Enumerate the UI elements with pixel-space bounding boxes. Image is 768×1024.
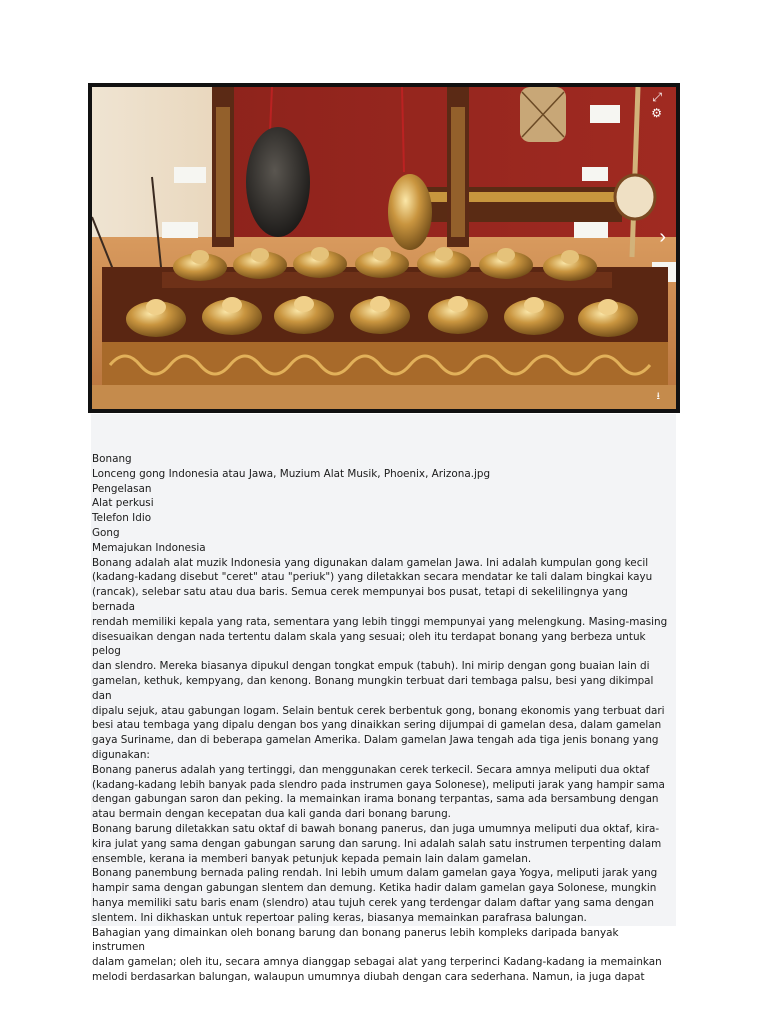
text-line: Bonang: [92, 453, 132, 465]
text-line: kira julat yang sama dengan gabungan sarung dan sarung. Ini adalah salah satu instrumen terpenting dalam: [92, 837, 662, 850]
text-line: (rancak), selebar satu atau dua baris. Semua cerek mempunyai bos pusat, tetapi di sekelilingnya yang bernada: [92, 586, 632, 613]
text-line: dengan gabungan saron dan peking. Ia memainkan irama bonang terpantas, sama ada bersambung dengan: [92, 793, 659, 806]
text-line: Bonang panembung bernada paling rendah. Ini lebih umum dalam gamelan gaya Yogya, meliputi jarak yang: [92, 867, 658, 880]
text-line: dipalu sejuk, atau gabungan logam. Selain bentuk cerek berbentuk gong, bonang ekonomis yang terbuat dari: [92, 704, 665, 717]
text-line: gamelan, kethuk, kempyang, dan kenong. Bonang mungkin terbuat dari tembaga palsu, besi yang dikimpal dan: [92, 674, 657, 702]
text-line: Memajukan Indonesia: [92, 541, 206, 554]
chevron-right-icon[interactable]: ›: [659, 226, 666, 248]
text-line: hampir sama dengan gabungan slentem dan demung. Ketika hadir dalam gamelan gaya Solonese, mungkin: [92, 882, 657, 895]
gear-icon[interactable]: ⚙: [651, 106, 662, 120]
text-line: digunakan:: [92, 748, 150, 761]
expand-icon[interactable]: ⤢: [652, 90, 662, 104]
text-line: Pengelasan: [92, 482, 152, 495]
text-line: Alat perkusi: [92, 497, 154, 510]
text-line: Bonang barung diletakkan satu oktaf di bawah bonang panerus, dan juga umumnya meliputi dua oktaf, kira-: [92, 822, 660, 835]
text-line: Bonang panerus adalah yang tertinggi, dan menggunakan cerek terkecil. Secara amnya meliputi dua oktaf: [92, 763, 650, 776]
text-line: (kadang-kadang disebut "ceret" atau "periuk") yang diletakkan secara mendatar ke tali dalam bingkai kayu: [92, 571, 653, 584]
text-line: hanya memiliki satu baris enam (slendro) atau tujuh cerek yang terdengar dalam daftar yang sama dengan: [92, 896, 654, 909]
text-line: gaya Suriname, dan di beberapa gamelan Amerika. Dalam gamelan Jawa tengah ada tiga jenis bonang yang: [92, 734, 659, 747]
text-line: ensemble, kerana ia memberi banyak petunjuk kepada pemain lain dalam gamelan.: [92, 852, 532, 865]
text-line: Lonceng gong Indonesia atau Jawa, Muzium Alat Musik, Phoenix, Arizona.jpg: [92, 467, 491, 480]
text-line: Bahagian yang dimainkan oleh bonang barung dan bonang panerus lebih kompleks daripada banyak instrumen: [92, 926, 622, 954]
text-line: dalam gamelan; oleh itu, secara amnya dianggap sebagai alat yang terperinci Kadang-kadang ia memainkan: [92, 956, 662, 969]
text-line: atau bermain dengan kecepatan dua kali ganda dari bonang barung.: [92, 808, 451, 821]
text-line: rendah memiliki kepala yang rata, sementara yang lebih tinggi mempunyai yang melengkung. Masing-masing: [92, 615, 668, 628]
text-line: melodi berdasarkan balungan, walaupun umumnya diubah dengan cara sederhana. Namun, ia juga dapat: [92, 970, 645, 983]
text-line: Gong: [92, 526, 120, 539]
download-icon[interactable]: ⭳: [656, 391, 660, 402]
text-line: slentem. Ini dikhaskan untuk repertoar paling keras, biasanya memainkan parafrasa balungan.: [92, 911, 587, 924]
text-line: disesuaikan dengan nada tertentu dalam skala yang sesuai; oleh itu terdapat bonang yang berbeza untuk pelog: [92, 630, 649, 658]
bonang-photo: [88, 83, 680, 413]
text-line: Telefon Idio: [92, 512, 152, 525]
text-line: Bonang adalah alat muzik Indonesia yang digunakan dalam gamelan Jawa. Ini adalah kumpulan gong kecil: [92, 556, 649, 569]
text-line: besi atau tembaga yang dipalu dengan bos yang dinaikkan sering dijumpai di gamelan desa, dalam gamelan: [92, 719, 662, 732]
text-line: dan slendro. Mereka biasanya dipukul dengan tongkat empuk (tabuh). Ini mirip dengan gong buaian lain di: [92, 660, 650, 673]
bonang-illustration: [92, 87, 676, 409]
text-line: (kadang-kadang lebih banyak pada slendro pada instrumen gaya Solonese), meliputi jarak yang hampir sama: [92, 778, 665, 791]
article-text: [92, 452, 674, 985]
